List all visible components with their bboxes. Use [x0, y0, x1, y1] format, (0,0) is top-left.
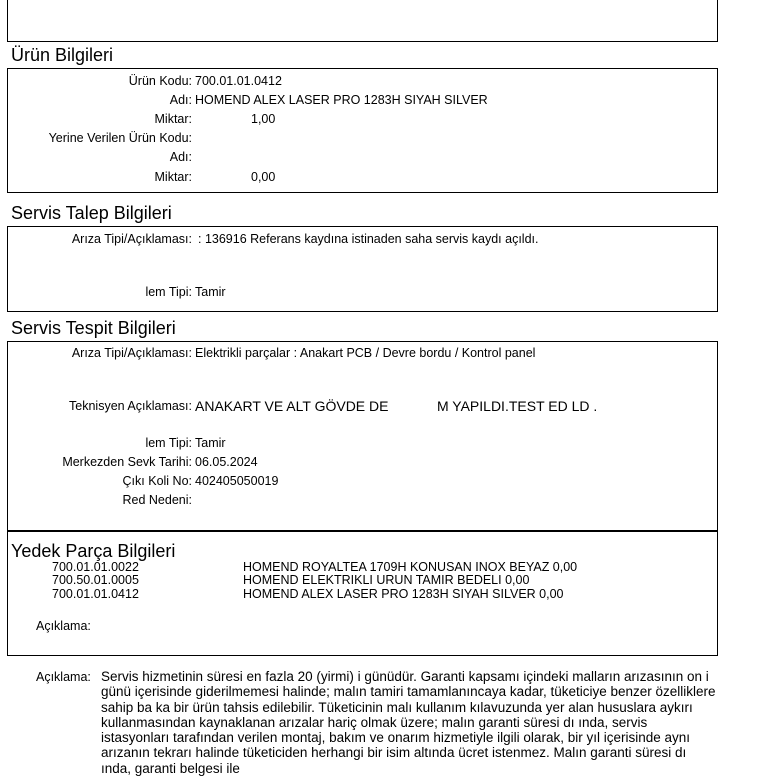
diagnosis-fault-value: Elektrikli parçalar : Anakart PCB / Devre bordu / Kontrol panel: [195, 346, 536, 360]
section-title-request: Servis Talep Bilgileri: [11, 203, 172, 223]
spare-part-desc: HOMEND ALEX LASER PRO 1283H SIYAH SILVER 0,00: [243, 587, 564, 601]
exit-box-no-label: Çıkı Koli No:: [122, 474, 192, 488]
section-title-diagnosis: Servis Tespit Bilgileri: [11, 318, 176, 338]
replacement-qty-label: Miktar:: [154, 170, 192, 184]
diagnosis-box: [7, 341, 718, 531]
product-qty-value: 1,00: [251, 112, 276, 126]
diagnosis-op-label: lem Tipi:: [145, 436, 192, 450]
request-fault-label: Arıza Tipi/Açıklaması:: [71, 232, 192, 246]
section-title-product: Ürün Bilgileri: [11, 45, 114, 65]
replacement-name-label: Adı:: [169, 150, 192, 164]
footer-note-label: Açıklama:: [36, 670, 91, 684]
product-name-value: HOMEND ALEX LASER PRO 1283H SIYAH SILVER: [195, 93, 488, 107]
spare-part-desc: HOMEND ROYALTEA 1709H KONUSAN INOX BEYAZ 0,00: [243, 560, 578, 574]
technician-note-part-1: ANAKART VE ALT GÖVDE DE: [195, 398, 389, 414]
diagnosis-fault-label: Arıza Tipi/Açıklaması:: [71, 346, 192, 360]
section-title-spare: Yedek Parça Bilgileri: [11, 541, 176, 561]
replacement-code-label: Yerine Verilen Ürün Kodu:: [48, 131, 192, 145]
ship-date-label: Merkezden Sevk Tarihi:: [62, 455, 192, 469]
product-name-label: Adı:: [169, 93, 192, 107]
diagnosis-op-value: Tamir: [195, 436, 226, 450]
spare-part-code: 700.01.01.0412: [52, 587, 139, 601]
spare-part-desc: HOMEND ELEKTRIKLI URUN TAMIR BEDELI 0,00: [243, 573, 530, 587]
technician-note-part-2: M YAPILDI.TEST ED LD .: [437, 398, 598, 414]
product-code-label: Ürün Kodu:: [128, 74, 192, 88]
request-op-label: lem Tipi:: [145, 285, 192, 299]
ship-date-value: 06.05.2024: [195, 455, 258, 469]
product-code-value: 700.01.01.0412: [195, 74, 282, 88]
request-op-value: Tamir: [195, 285, 226, 299]
top-box: [7, 0, 718, 42]
product-qty-label: Miktar:: [154, 112, 192, 126]
exit-box-no-value: 402405050019: [195, 474, 279, 488]
spare-note-label: Açıklama:: [36, 619, 91, 633]
technician-note-label: Teknisyen Açıklaması:: [69, 399, 192, 413]
request-fault-value: : 136916 Referans kaydına istinaden saha servis kaydı açıldı.: [198, 232, 539, 246]
spare-part-code: 700.50.01.0005: [52, 573, 139, 587]
footer-note-text: Servis hizmetinin süresi en fazla 20 (yirmi) i günüdür. Garanti kapsamı içindeki malların arızasının on i günü içerisinde giderilmemesi halinde; malın tamiri tamamlanıncaya kadar, tüketiciye benzer özelliklere sahip ba ka bir ürün tahsis edilebilir. Tüketicinin malı kullanım kılavuzunda yer alan hususlara aykırı kullanmasından kaynaklanan arızalar hariç olmak üzere; malın garanti süresi dı ında, servis istasyonları tarafından verilen montaj, bakım ve onarım hizmetiyle ilgili olarak, bir yıl içerisinde aynı arızanın tekrarı halinde tüketiciden herhangi bir isim altında ücret istenmez. Malın garanti süresi dı ında, garanti belgesi ile: [101, 669, 716, 776]
spare-part-code: 700.01.01.0022: [52, 560, 139, 574]
replacement-qty-value: 0,00: [251, 170, 276, 184]
reject-reason-label: Red Nedeni:: [122, 493, 192, 507]
